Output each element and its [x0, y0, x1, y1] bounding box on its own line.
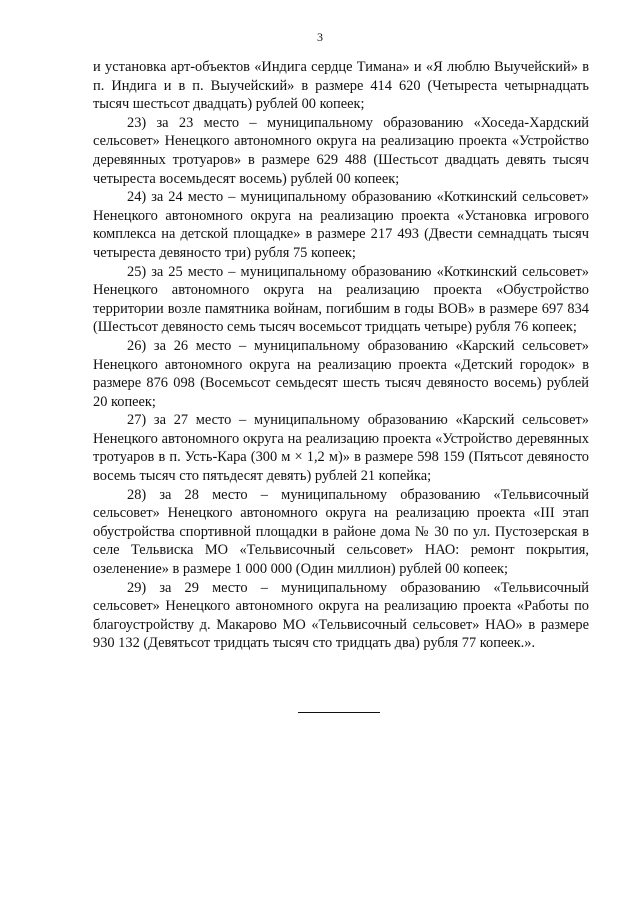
paragraph-item-27: 27) за 27 место – муниципальному образованию «Карский сельсовет» Ненецкого автономного округа на реализацию проекта «Устройство деревянных тротуаров в п. Усть-Кара (300 м × 1,2 м)» в размере 598 159 (Пятьсот девяносто восемь тысяч сто пятьдесят девять) рублей 21 копейка; — [93, 412, 589, 485]
page-number: 3 — [317, 30, 323, 44]
paragraph-item-23: 23) за 23 место – муниципальному образованию «Хоседа-Хардский сельсовет» Ненецкого автономного округа на реализацию проекта «Устройство деревянных тротуаров» в размере 629 488 (Шестьсот двадцать девять тысяч четыреста восемьдесят восемь) рублей 00 копеек; — [93, 114, 589, 187]
paragraph-item-25: 25) за 25 место – муниципальному образованию «Коткинский сельсовет» Ненецкого автономного округа на реализацию проекта «Обустройство территории возле памятника войнам, погибшим в годы ВОВ» в размере 697 834 (Шестьсот девяносто семь тысяч восемьсот тридцать четыре) рубля 76 копеек; — [93, 263, 589, 336]
paragraph-item-28: 28) за 28 место – муниципальному образованию «Тельвисочный сельсовет» Ненецкого автономного округа на реализацию проекта «III этап обустройства спортивной площадки в районе дома № 30 по ул. Пустозерская в селе Тельвиска МО «Тельвисочный сельсовет» НАО: ремонт покрытия, озеленение» в размере 1 000 000 (Один миллион) рублей 00 копеек; — [93, 486, 589, 578]
closing-divider — [298, 712, 380, 713]
document-body — [93, 58, 589, 653]
paragraph-continuation: и установка арт-объектов «Индига сердце Тимана» и «Я люблю Выучейский» в п. Индига и в п. Выучейский» в размере 414 620 (Четыреста четырнадцать тысяч шестьсот двадцать) рублей 00 копеек; — [93, 59, 589, 113]
paragraph-item-26: 26) за 26 место – муниципальному образованию «Карский сельсовет» Ненецкого автономного округа на реализацию проекта «Детский городок» в размере 876 098 (Восемьсот семьдесят шесть тысяч девяносто восемь) рублей 20 копеек; — [93, 337, 589, 410]
paragraph-item-29: 29) за 29 место – муниципальному образованию «Тельвисочный сельсовет» Ненецкого автономного округа на реализацию проекта «Работы по благоустройству д. Макарово МО «Тельвисочный сельсовет» НАО» в размере 930 132 (Девятьсот тридцать тысяч сто тридцать два) рубля 77 копеек.». — [93, 579, 589, 652]
paragraph-item-24: 24) за 24 место – муниципальному образованию «Коткинский сельсовет» Ненецкого автономного округа на реализацию проекта «Установка игрового комплекса на детской площадке» в размере 217 493 (Двести семнадцать тысяч четыреста девяносто три) рубля 75 копеек; — [93, 189, 589, 261]
